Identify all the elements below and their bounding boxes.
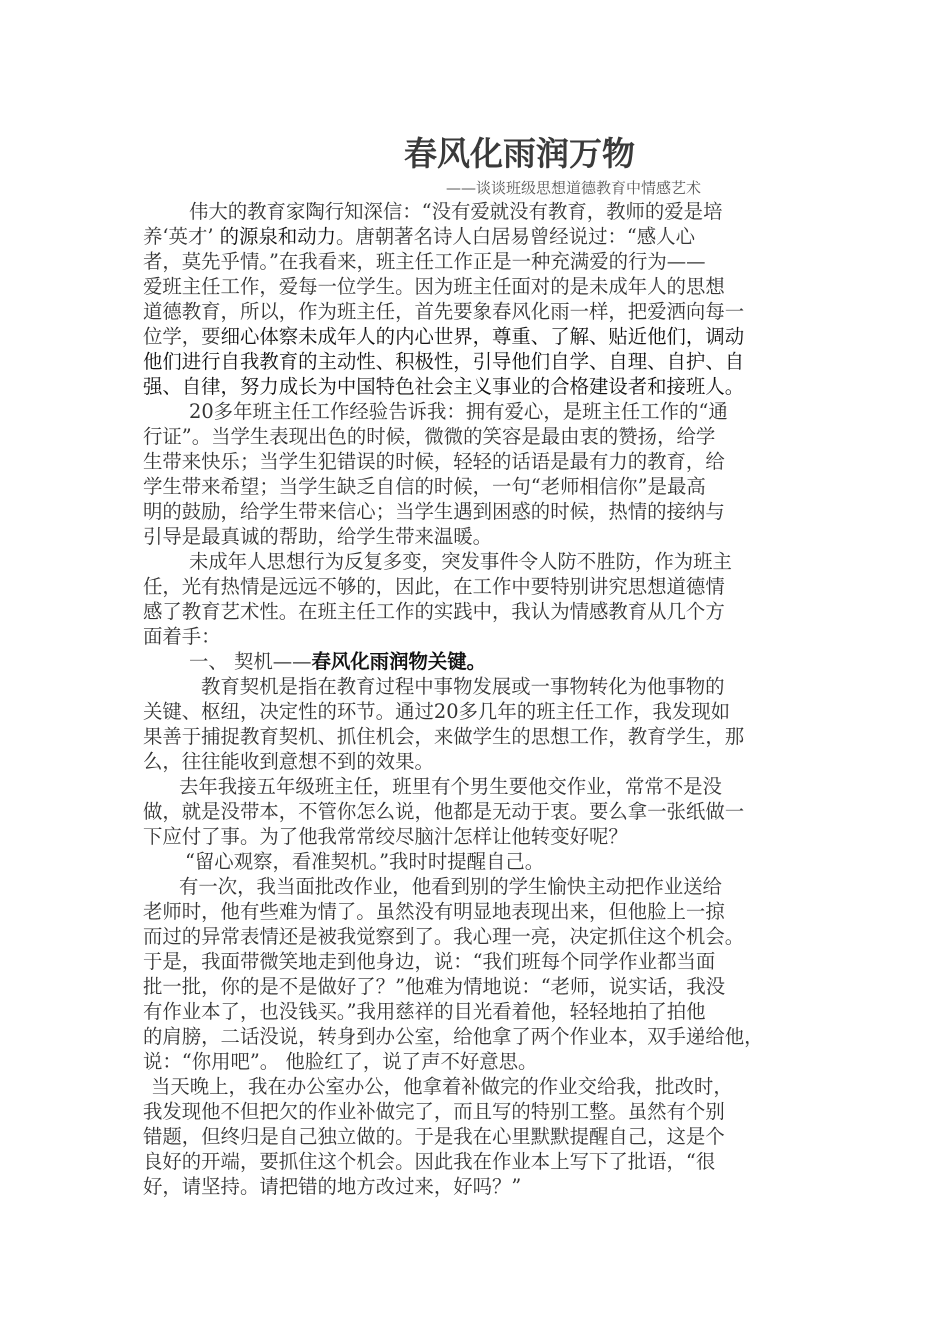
- text-segment: 的源泉和动力: [219, 225, 337, 248]
- text-segment: 的肩膀，二话没说，转身到办公室，给他拿了两个作业本，双手递给他，: [143, 1025, 764, 1048]
- text-line: [143, 924, 823, 949]
- text-line: [143, 549, 823, 574]
- text-line: [143, 949, 823, 974]
- text-line: [143, 849, 823, 874]
- text-segment: “留心观察，看准契机。”我时时提醒自己。: [185, 850, 545, 873]
- text-line: [143, 974, 823, 999]
- text-segment: 养‘英才’: [143, 225, 220, 248]
- text-line: [143, 649, 823, 674]
- text-line: [143, 749, 823, 774]
- text-segment: 当天晚上，我在办公室办公，他拿着补做完的作业交给我，批改时，: [151, 1075, 733, 1098]
- text-line: [143, 399, 823, 424]
- text-line: [143, 199, 823, 224]
- text-segment: 我发现他不但把欠的作业补做完了，而且写的特别工整。虽然有个别: [143, 1100, 725, 1123]
- text-segment: 。唐朝著名诗人白居易曾经说过：“感人心: [336, 225, 695, 248]
- text-segment: 教育契机是指在教育过程中事物发展或一事物转化为他事物的: [201, 675, 725, 698]
- text-line: [143, 999, 823, 1024]
- text-line: [143, 274, 823, 299]
- text-segment: 位学，要: [143, 325, 221, 348]
- text-segment: 关键、枢纽，决定性的环节。通过20多几年的班主任工作，我发现如: [143, 700, 731, 723]
- text-segment: 面着手：: [143, 625, 221, 648]
- text-line: [143, 1099, 823, 1124]
- text-segment: 细心体察未成年人的内心世界，尊重、了解、贴近他们，调动: [220, 325, 745, 348]
- text-segment: 良好的开端，要抓住这个机会。因此我在作业本上写下了批语，“很: [143, 1150, 716, 1173]
- text-segment: 说：“你用吧”。 他脸红了，说了声不好意思。: [143, 1050, 538, 1073]
- text-segment: 而过的异常表情还是被我觉察到了。我心理一亮，决定抓住这个机会。: [143, 925, 745, 948]
- text-segment: 明的鼓励，给学生带来信心；当学生遇到困惑的时候，热情的接纳与: [143, 500, 725, 523]
- text-line: [143, 1149, 823, 1174]
- text-segment: 有作业本了，也没钱买。”我用慈祥的目光看着他，轻轻地拍了拍他: [143, 1000, 706, 1023]
- text-line: [143, 324, 823, 349]
- text-line: [143, 624, 823, 649]
- text-segment: 好，请坚持。请把错的地方改过来，好吗？”: [143, 1175, 522, 1198]
- text-segment: 未成年人思想行为反复多变，突发事件令人防不胜防，作为班主: [189, 550, 732, 573]
- document-subtitle: ——谈谈班级思想道德教育中情感艺术: [446, 179, 702, 197]
- text-segment: 一、 契机——: [189, 650, 312, 673]
- text-line: [143, 1174, 823, 1199]
- text-line: [143, 774, 823, 799]
- document-title: 春风化雨润万物: [404, 134, 635, 173]
- text-segment: 做，就是没带本，不管你怎么说，他都是无动于衷。要么拿一张纸做一: [143, 800, 745, 823]
- text-line: [143, 599, 823, 624]
- text-line: [143, 224, 823, 249]
- text-line: [143, 349, 823, 374]
- text-segment: 学生带来希望；当学生缺乏自信的时候，一句“老师相信你”是最高: [143, 475, 706, 498]
- text-segment: 去年我接五年级班主任，班里有个男生要他交作业，常常不是没: [179, 775, 722, 798]
- text-line: [143, 899, 823, 924]
- text-segment: 他们进行自我教育的主动性、积极性，引导他们自学、自理、自护、自: [143, 350, 745, 373]
- text-segment: 任，光有热情是远远不够的，因此，在工作中要特别讲究思想道德情: [143, 575, 725, 598]
- text-line: [143, 1124, 823, 1149]
- text-line: [143, 824, 823, 849]
- text-segment: 爱班主任工作，爱每一位学生。因为班主任面对的是未成年人的思想: [143, 275, 725, 298]
- text-segment: 生带来快乐；当学生犯错误的时候，轻轻的话语是最有力的教育，给: [143, 450, 725, 473]
- text-line: [143, 1049, 823, 1074]
- text-line: [143, 674, 823, 699]
- text-line: [143, 499, 823, 524]
- text-segment: 下应付了事。为了他我常常绞尽脑汁怎样让他转变好呢？: [143, 825, 628, 848]
- text-line: [143, 574, 823, 599]
- text-line: [143, 374, 823, 399]
- text-line: [143, 449, 823, 474]
- text-line: [143, 249, 823, 274]
- text-segment: 果善于捕捉教育契机、抓住机会，来做学生的思想工作，教育学生，那: [143, 725, 745, 748]
- text-line: [143, 1024, 823, 1049]
- text-segment: 么，往往能收到意想不到的效果。: [143, 750, 434, 773]
- text-segment: 道德教育，所以，作为班主任，首先要象春风化雨一样，把爱洒向每一: [143, 300, 745, 323]
- text-line: [143, 799, 823, 824]
- text-line: [143, 424, 823, 449]
- text-segment: 于是，我面带微笑地走到他身边，说：“我们班每个同学作业都当面: [143, 950, 716, 973]
- text-line: [143, 874, 823, 899]
- text-line: [143, 474, 823, 499]
- text-line: [143, 299, 823, 324]
- text-line: [143, 1074, 823, 1099]
- text-segment: 者，莫先乎情。”在我看来，班主任工作正是一种充满爱的行为——: [143, 250, 706, 273]
- text-segment: 有一次，我当面批改作业，他看到别的学生愉快主动把作业送给: [179, 875, 722, 898]
- document-body: [143, 199, 823, 1199]
- text-line: [143, 724, 823, 749]
- text-segment: 春风化雨润物关键。: [311, 650, 487, 673]
- text-line: [143, 699, 823, 724]
- text-line: [143, 524, 823, 549]
- text-segment: 引导是最真诚的帮助，给学生带来温暖。: [143, 525, 493, 548]
- text-segment: 20多年班主任工作经验告诉我：拥有爱心，是班主任工作的“通: [189, 400, 728, 423]
- text-segment: 行证”。当学生表现出色的时候，微微的笑容是最由衷的赞扬，给学: [143, 425, 716, 448]
- text-segment: 伟大的教育家陶行知深信：“没有爱就没有教育，教师的爱是培: [189, 200, 723, 223]
- text-segment: 强、自律，努力成长为中国特色社会主义事业的合格建设者和接班人。: [143, 375, 745, 398]
- text-segment: 感了教育艺术性。在班主任工作的实践中，我认为情感教育从几个方: [143, 600, 725, 623]
- text-segment: 老师时，他有些难为情了。虽然没有明显地表现出来，但他脸上一掠: [143, 900, 725, 923]
- text-segment: 错题，但终归是自己独立做的。于是我在心里默默提醒自己，这是个: [143, 1125, 725, 1148]
- text-segment: 批一批，你的是不是做好了？”他难为情地说：“老师，说实话，我没: [143, 975, 726, 998]
